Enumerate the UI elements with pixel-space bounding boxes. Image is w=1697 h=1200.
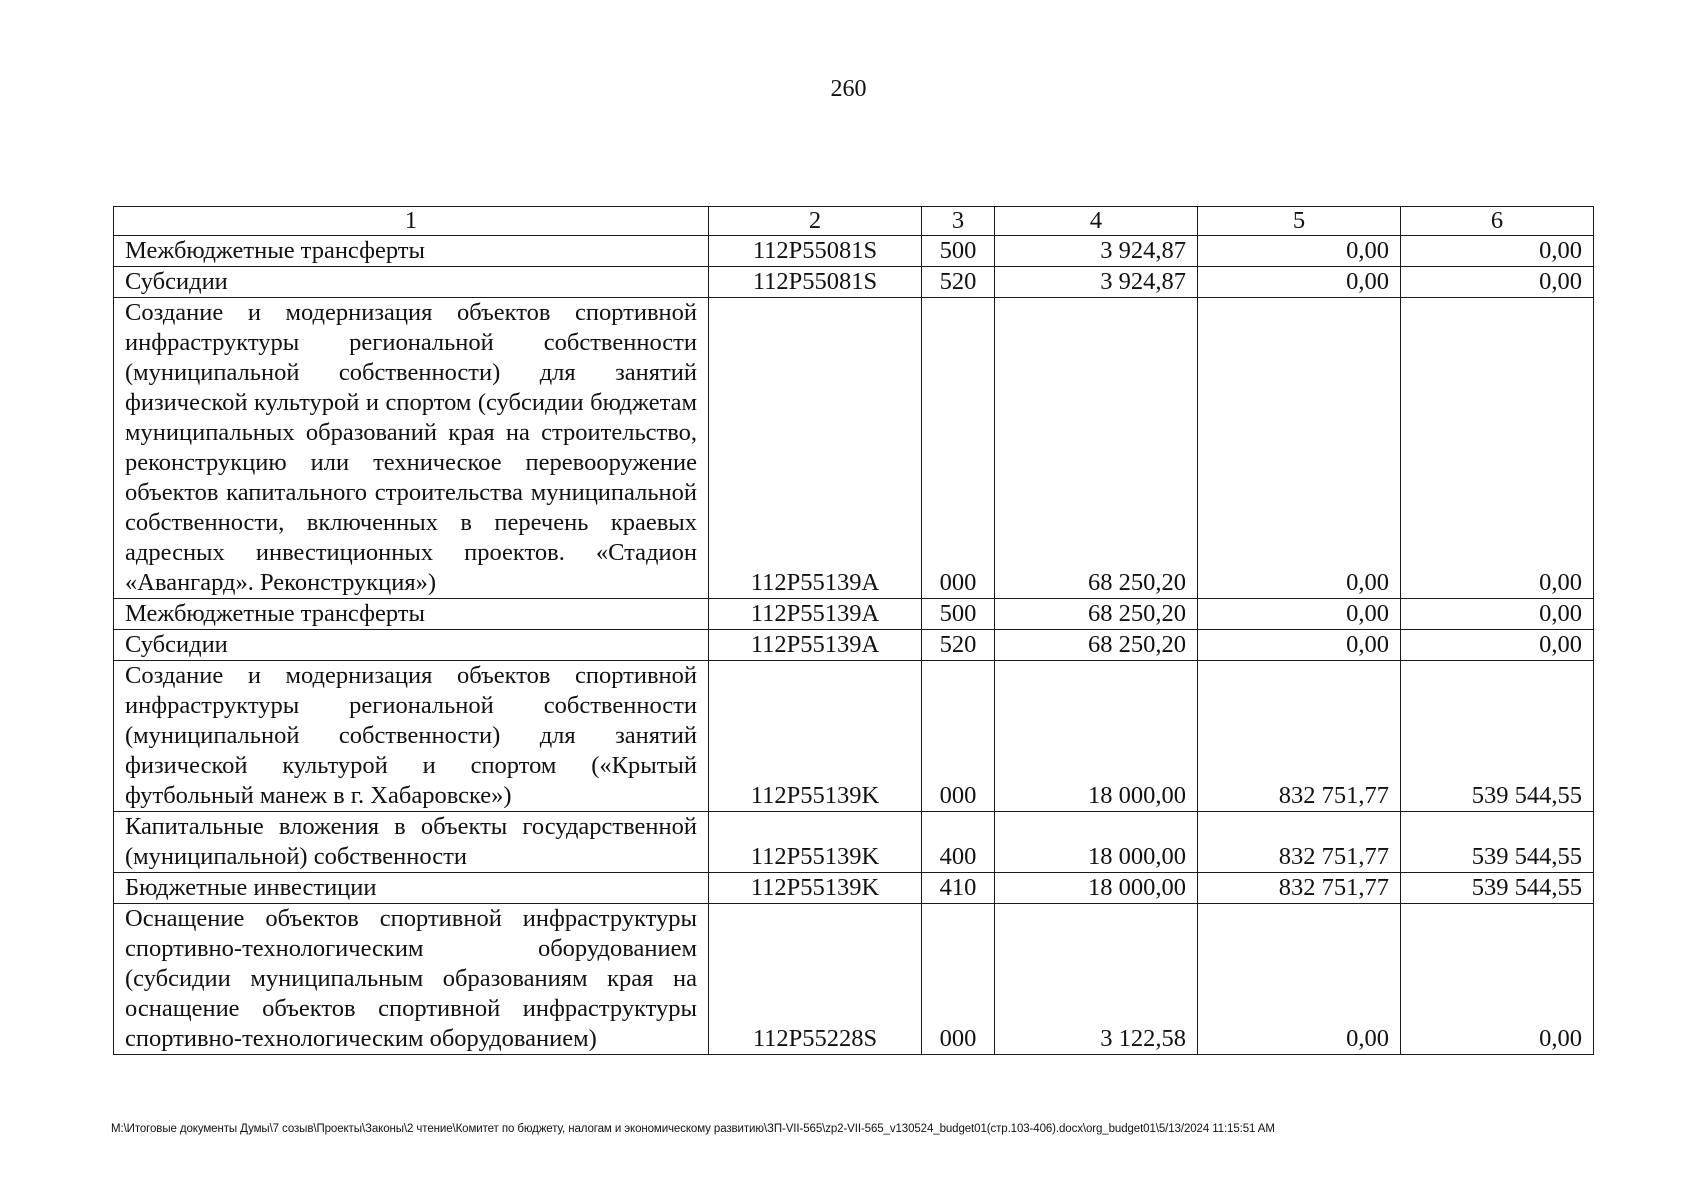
- table-row: [114, 298, 1594, 599]
- target-article-cell: 112P55139A: [709, 630, 922, 661]
- expense-type-cell: 500: [922, 599, 995, 630]
- target-article-cell: 112P55139K: [709, 661, 922, 812]
- amount-col5-cell: 0,00: [1198, 267, 1401, 298]
- column-header: 4: [995, 207, 1198, 236]
- item-name-cell: Оснащение объектов спортивной инфраструктуры спортивно-технологическим оборудованием (субсидии муниципальным образованиям края на оснащение объектов спортивной инфраструктуры спортивно-технологическим оборудованием): [114, 904, 709, 1055]
- amount-col6-cell: 0,00: [1401, 599, 1594, 630]
- amount-col4-cell: 3 122,58: [995, 904, 1198, 1055]
- amount-col4-cell: 3 924,87: [995, 267, 1198, 298]
- amount-col4-cell: 68 250,20: [995, 298, 1198, 599]
- amount-col4-cell: 68 250,20: [995, 630, 1198, 661]
- amount-col4-cell: 68 250,20: [995, 599, 1198, 630]
- expense-type-cell: 520: [922, 267, 995, 298]
- amount-col6-cell: 0,00: [1401, 236, 1594, 267]
- amount-col6-cell: 0,00: [1401, 267, 1594, 298]
- amount-col4-cell: 18 000,00: [995, 661, 1198, 812]
- target-article-cell: 112P55139A: [709, 599, 922, 630]
- target-article-cell: 112P55081S: [709, 267, 922, 298]
- amount-col5-cell: 0,00: [1198, 236, 1401, 267]
- amount-col4-cell: 3 924,87: [995, 236, 1198, 267]
- target-article-cell: 112P55081S: [709, 236, 922, 267]
- column-header: 3: [922, 207, 995, 236]
- file-path-footer: M:\Итоговые документы Думы\7 созыв\Проекты\Законы\2 чтение\Комитет по бюджету, налогам и экономическому развитию\ЗП-VII-565\zp2-VII-565_v130524_budget01(стр.103-406).docx\org_budget01\5/13/2024 11:15:51 AM: [111, 1123, 1275, 1135]
- amount-col6-cell: 0,00: [1401, 904, 1594, 1055]
- amount-col5-cell: 0,00: [1198, 630, 1401, 661]
- expense-type-cell: 000: [922, 661, 995, 812]
- table-row: [114, 236, 1594, 267]
- item-name-cell: Бюджетные инвестиции: [114, 873, 709, 904]
- column-header: 6: [1401, 207, 1594, 236]
- amount-col6-cell: 539 544,55: [1401, 812, 1594, 873]
- item-name-cell: Субсидии: [114, 267, 709, 298]
- item-name-cell: Создание и модернизация объектов спортивной инфраструктуры региональной собственности (муниципальной собственности) для занятий физической культурой и спортом («Крытый футбольный манеж в г. Хабаровске»): [114, 661, 709, 812]
- page-number: 260: [830, 76, 867, 102]
- amount-col6-cell: 539 544,55: [1401, 661, 1594, 812]
- expense-type-cell: 410: [922, 873, 995, 904]
- column-header: 5: [1198, 207, 1401, 236]
- expense-type-cell: 000: [922, 904, 995, 1055]
- target-article-cell: 112P55139K: [709, 812, 922, 873]
- column-header: 1: [114, 207, 709, 236]
- table-row: [114, 267, 1594, 298]
- amount-col6-cell: 539 544,55: [1401, 873, 1594, 904]
- amount-col6-cell: 0,00: [1401, 630, 1594, 661]
- target-article-cell: 112P55139A: [709, 298, 922, 599]
- item-name-cell: Межбюджетные трансферты: [114, 599, 709, 630]
- table-row: [114, 630, 1594, 661]
- column-header: 2: [709, 207, 922, 236]
- table-row: [114, 904, 1594, 1055]
- table-header-row: [114, 207, 1594, 236]
- amount-col6-cell: 0,00: [1401, 298, 1594, 599]
- amount-col5-cell: 832 751,77: [1198, 812, 1401, 873]
- item-name-cell: Капитальные вложения в объекты государственной (муниципальной) собственности: [114, 812, 709, 873]
- amount-col5-cell: 0,00: [1198, 298, 1401, 599]
- table-row: [114, 599, 1594, 630]
- table-row: [114, 661, 1594, 812]
- amount-col5-cell: 832 751,77: [1198, 873, 1401, 904]
- amount-col5-cell: 0,00: [1198, 599, 1401, 630]
- budget-table: [113, 206, 1594, 1055]
- amount-col4-cell: 18 000,00: [995, 873, 1198, 904]
- amount-col4-cell: 18 000,00: [995, 812, 1198, 873]
- table-row: [114, 812, 1594, 873]
- expense-type-cell: 000: [922, 298, 995, 599]
- table-row: [114, 873, 1594, 904]
- amount-col5-cell: 832 751,77: [1198, 661, 1401, 812]
- amount-col5-cell: 0,00: [1198, 904, 1401, 1055]
- expense-type-cell: 500: [922, 236, 995, 267]
- expense-type-cell: 520: [922, 630, 995, 661]
- item-name-cell: Субсидии: [114, 630, 709, 661]
- expense-type-cell: 400: [922, 812, 995, 873]
- target-article-cell: 112P55139K: [709, 873, 922, 904]
- item-name-cell: Создание и модернизация объектов спортивной инфраструктуры региональной собственности (муниципальной собственности) для занятий физической культурой и спортом (субсидии бюджетам муниципальных образований края на строительство, реконструкцию или техническое перевооружение объектов капитального строительства муниципальной собственности, включенных в перечень краевых адресных инвестиционных проектов. «Стадион «Авангард». Реконструкция»): [114, 298, 709, 599]
- target-article-cell: 112P55228S: [709, 904, 922, 1055]
- item-name-cell: Межбюджетные трансферты: [114, 236, 709, 267]
